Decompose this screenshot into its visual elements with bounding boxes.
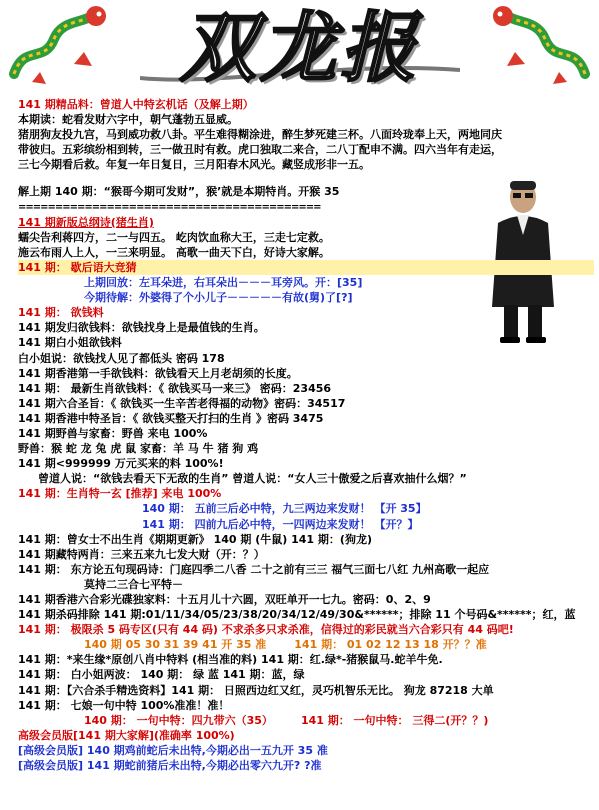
text-line: 上期回放：左耳朵进，右耳朵出－－－耳旁风。开：[35]	[84, 276, 363, 290]
section-heading: 高级会员版[141 期大家解](准确率 100%)	[18, 728, 235, 742]
poem-line: 蠕尖告利蒋四方，二一与四五。 屹肉饮血称大王，三走七定救。	[18, 230, 330, 244]
section-heading: 141 期： 欲钱料	[18, 306, 104, 320]
headline-line: 141 期精品料：曾道人中特玄机话（及解上期）	[18, 98, 254, 111]
text-line: 141 期香港中特圣旨：《 欲钱买整天打扫的生肖 》密码 3475	[18, 411, 324, 425]
tip-141: 141 期： 一句中特： 三得二(开？？)	[300, 713, 489, 727]
section-heading: 141 期：生肖特一玄 [推荐] 来电 100%	[18, 487, 222, 501]
result-141: 141 期： 01 02 12 13 18 开？？准	[294, 638, 487, 652]
result-140: 140 期 05 30 31 39 41 开 35 准	[84, 638, 267, 652]
text-line: 本期读：蛇看发财六字中，朝气蓬勃五显威。	[18, 113, 238, 127]
tip-140: 140 期： 一句中特：四九带六（35）	[84, 713, 273, 727]
text-line: 141 期： 东方论五句现码诗：门庭四季二八香 二十之前有三三 福气三面七八红 九州高歌一起应	[18, 562, 490, 576]
text-line: 141 期： 最新生肖欲钱料：《 欲钱买马一来三》 密码：23456	[18, 381, 332, 395]
text-line: 141 期藏特两肖：三来五来九七发大财（开：？）	[18, 547, 265, 561]
text-line: 今期待解：外婆得了个小儿子－－－－－有故(舅)了[?]	[84, 291, 353, 305]
text-line: 141 期发归欲钱料：欲钱找身上是最值钱的生肖。	[18, 321, 265, 335]
section-heading: 141 期： 歇后语大竞猜	[18, 260, 594, 275]
one-line-tip-row	[18, 713, 594, 728]
header-banner	[0, 0, 599, 98]
text-line: 141 期杀码排除 141 期:01/11/34/05/23/38/20/34/12/49/30&******；排除 11 个号码&******；红，蓝	[18, 608, 576, 622]
text-line: 141 期白小姐欲钱料	[18, 336, 122, 350]
dragon-right-icon	[483, 4, 595, 90]
text-line: 141 期： 白小姐两波： 140 期： 绿 蓝 141 期：蓝，绿	[18, 668, 305, 682]
text-line: 141 期： 七娘一句中特 100%准准！准！	[18, 698, 230, 712]
text-line: 140 期： 五前三后必中特，九三两边来发财！ 【开 35】	[142, 502, 427, 516]
text-line: 曾道人说：“欲钱去看天下无敌的生肖” 曾道人说：“女人三十傲爱之后喜欢抽什么烟？”	[38, 472, 467, 486]
text-line: 野兽：猴 蛇 龙 兔 虎 鼠 家畜：羊 马 牛 猪 狗 鸡	[18, 442, 259, 456]
text-line: 141 期：曾女士不出生肖《期期更新》 140 期 (牛鼠) 141 期：(狗龙)	[18, 532, 372, 546]
text-line: 解上期 140 期：“猴哥今期可发财”，猴’就是本期特肖。开猴 35	[18, 185, 340, 199]
text-line: 白小姐说：欲钱找人见了都低头 密码 178	[18, 351, 225, 365]
text-line: 猪朋狗友投九宫，马到威功救八卦。平生难得糊涂进，醉生梦死建三杯。八面玲珑奉上天，两地同庆	[18, 128, 502, 142]
newspaper-title: 双龙报	[180, 3, 420, 92]
section-heading: 141 期： 极限杀 5 码专区(只有 44 码) 不求杀多只求杀准，信得过的彩民就当六合彩只有 44 码吧!	[18, 623, 514, 637]
text-line: [高级会员版] 140 期鸡前蛇后未出特,今期必出一五九开 35 准	[18, 743, 328, 757]
text-line: 141 期<999999 万元买来的料 100%!	[18, 457, 224, 471]
text-line: 141 期：*来生缘*原创八肖中特料 (相当准的料) 141 期：红.绿*-猪猴鼠马.蛇羊牛免.	[18, 653, 443, 667]
text-line: 141 期六合圣旨：《 欲钱买一生辛苦老得福的动物》密码：34517	[18, 396, 346, 410]
text-line: 莫持二三合七平特－	[84, 577, 183, 591]
text-line: [高级会员版] 141 期蛇前猪后未出特,今期必出零六九开? ?准	[18, 759, 322, 773]
separator-line: =========================================	[18, 201, 321, 213]
text-line: 三七今期看后救。年复一年日复日，三月阳春木风光。藏竖成形非一五。	[18, 158, 370, 172]
text-line: 141 期野兽与家畜：野兽 来电 100%	[18, 426, 208, 440]
text-line: 141 期香港第一手欲钱料：欲钱看天上月老胡须的长度。	[18, 366, 298, 380]
article-content	[18, 97, 594, 773]
text-line: 141 期：【六合杀手精选资料】141 期： 日照西边红又红，灵巧机智乐无比。 狗龙 87218 大单	[18, 683, 494, 697]
dragon-left-icon	[4, 4, 116, 90]
text-line: 141 期香港六合彩光碟独家料：十五月儿十六圆，双旺单开一七九。密码：0、2、9	[18, 593, 431, 606]
poem-line: 施云布雨人上人，一三来明显。 高歌一曲天下白，好诗大家解。	[18, 245, 330, 259]
text-line: 141 期： 四前九后必中特，一四两边来发财！ 【开？】	[142, 517, 419, 531]
result-row	[18, 637, 594, 652]
text-line: 带彼归。五彩缤纷相到转，三一做丑时有救。虎口独取二来合，二八丁配申不满。四六当年有走运，	[18, 143, 502, 157]
section-heading: 141 期新版总纲诗(猪生肖)	[18, 215, 154, 229]
